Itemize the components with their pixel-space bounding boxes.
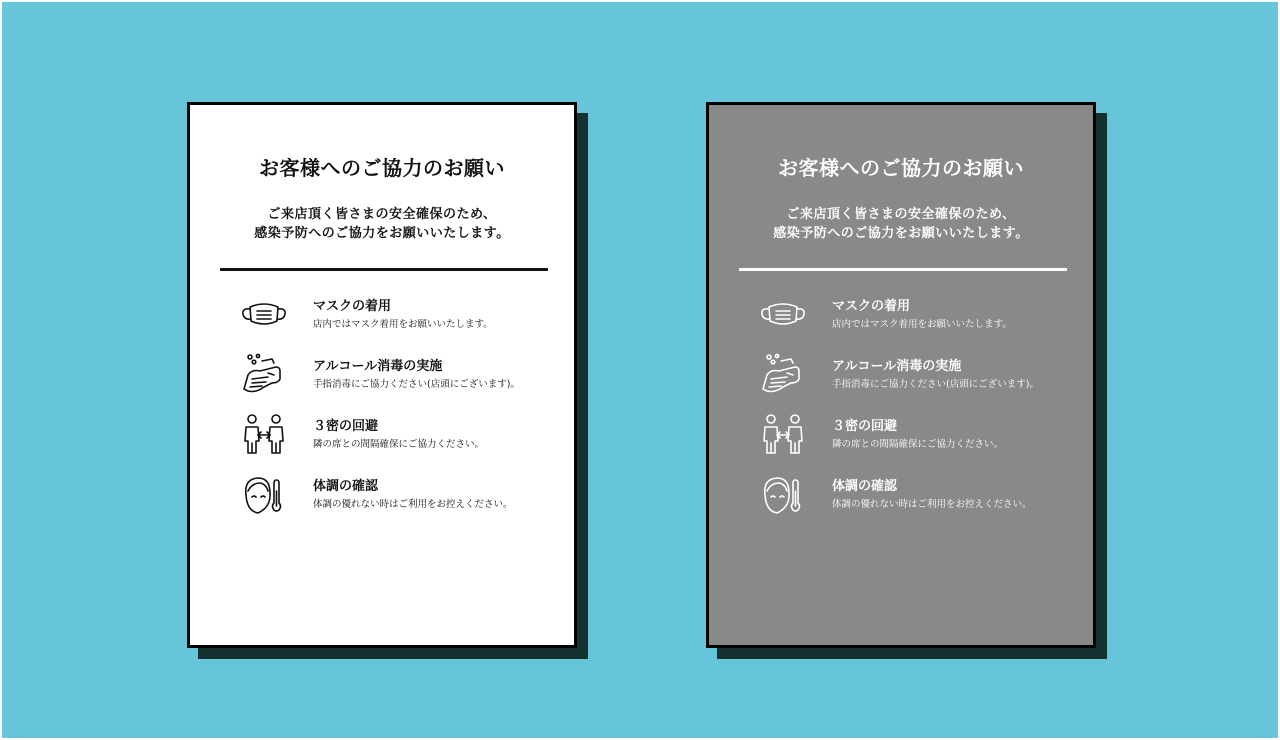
item-text: 体調の優れない時はご利用をお控えください。 [832, 499, 1032, 510]
divider [739, 268, 1067, 271]
item-heading: アルコール消毒の実施 [313, 359, 443, 374]
item-heading: ３密の回避 [313, 419, 379, 434]
item-heading: ３密の回避 [832, 419, 898, 434]
item-text: 店内ではマスク着用をお願いいたします。 [832, 319, 1012, 330]
divider [220, 268, 548, 271]
lead-line-1: ご来店頂く皆さまの安全確保のため、 [267, 207, 497, 222]
thermometer-icon [757, 473, 809, 517]
item-heading: マスクの着用 [313, 299, 392, 314]
item-sanitize [238, 353, 558, 397]
item-mask [238, 293, 558, 337]
item-text: 体調の優れない時はご利用をお控えください。 [313, 499, 513, 510]
thermometer-icon [238, 473, 290, 517]
card-body [706, 102, 1096, 648]
mask-icon [238, 293, 290, 337]
notice-card-light [187, 102, 577, 648]
item-text: 手指消毒にご協力ください(店頭にございます)。 [832, 379, 1039, 390]
notice-title: お客様へのご協力のお願い [778, 156, 1024, 180]
card-body [187, 102, 577, 648]
item-heading: マスクの着用 [832, 299, 911, 314]
item-text: 手指消毒にご協力ください(店頭にございます)。 [313, 379, 520, 390]
notice-card-dark [706, 102, 1096, 648]
hand-wash-icon [238, 353, 290, 397]
notice-lead [709, 205, 1093, 243]
item-text: 店内ではマスク着用をお願いいたします。 [313, 319, 493, 330]
item-health-check [238, 473, 558, 517]
notice-title: お客様へのご協力のお願い [259, 156, 505, 180]
item-heading: 体調の確認 [313, 479, 379, 494]
lead-line-2: 感染予防へのご協力をお願いいたします。 [773, 226, 1029, 241]
item-sanitize [757, 353, 1077, 397]
background-stage [2, 2, 1278, 738]
distance-icon [757, 413, 809, 457]
item-heading: 体調の確認 [832, 479, 898, 494]
item-mask [757, 293, 1077, 337]
item-text: 隣の席との間隔確保にご協力ください。 [832, 439, 1004, 450]
notice-lead [190, 205, 574, 243]
item-text: 隣の席との間隔確保にご協力ください。 [313, 439, 485, 450]
hand-wash-icon [757, 353, 809, 397]
distance-icon [238, 413, 290, 457]
item-health-check [757, 473, 1077, 517]
item-heading: アルコール消毒の実施 [832, 359, 962, 374]
item-avoid-3c [238, 413, 558, 457]
lead-line-1: ご来店頂く皆さまの安全確保のため、 [786, 207, 1016, 222]
item-avoid-3c [757, 413, 1077, 457]
lead-line-2: 感染予防へのご協力をお願いいたします。 [254, 226, 510, 241]
mask-icon [757, 293, 809, 337]
